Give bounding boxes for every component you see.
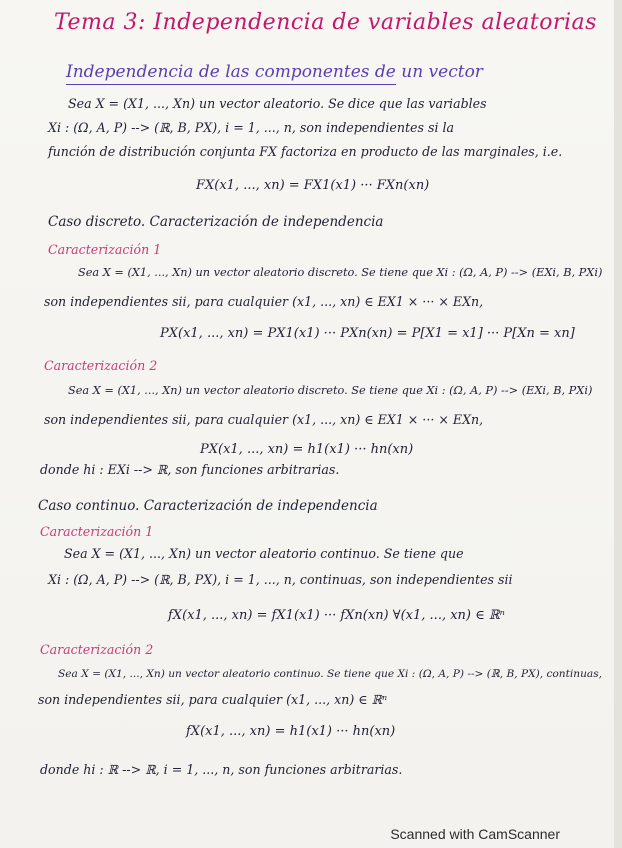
- continuous-heading: Caso continuo. Caracterización de independencia: [38, 498, 378, 514]
- discrete-c1-line-1: Sea X = (X1, ..., Xn) un vector aleatorio discreto. Se tiene que Xi : (Ω, A, P) --> (EXi, B, PXi): [78, 266, 603, 279]
- discrete-c1-line-2: son independientes sii, para cualquier (x1, ..., xn) ∈ EX1 × ··· × EXn,: [44, 294, 484, 309]
- intro-line-1: Sea X = (X1, ..., Xn) un vector aleatorio. Se dice que las variables: [68, 96, 487, 111]
- intro-line-3: función de distribución conjunta FX factoriza en producto de las marginales, i.e.: [48, 144, 563, 159]
- discrete-heading: Caso discreto. Caracterización de independencia: [48, 214, 384, 230]
- discrete-c2-where: donde hi : EXi --> ℝ, son funciones arbitrarias.: [40, 462, 340, 477]
- intro-line-2: Xi : (Ω, A, P) --> (ℝ, B, PX), i = 1, ..., n, son independientes si la: [48, 120, 455, 135]
- intro-formula: FX(x1, ..., xn) = FX1(x1) ··· FXn(xn): [196, 178, 430, 193]
- discrete-c1-formula: PX(x1, ..., xn) = PX1(x1) ··· PXn(xn) = P[X1 = x1] ··· P[Xn = xn]: [160, 326, 575, 341]
- continuous-c1-label: Caracterización 1: [40, 524, 154, 539]
- scan-edge-shadow: [614, 0, 622, 848]
- discrete-c2-line-1: Sea X = (X1, ..., Xn) un vector aleatorio discreto. Se tiene que Xi : (Ω, A, P) --> (EXi, B, PXi): [68, 384, 593, 397]
- continuous-c1-formula: fX(x1, ..., xn) = fX1(x1) ··· fXn(xn) ∀(x1, ..., xn) ∈ ℝⁿ: [168, 608, 505, 623]
- discrete-c1-label: Caracterización 1: [48, 242, 162, 257]
- discrete-c2-label: Caracterización 2: [44, 358, 158, 373]
- continuous-c2-where: donde hi : ℝ --> ℝ, i = 1, ..., n, son funciones arbitrarias.: [40, 762, 403, 777]
- continuous-c2-label: Caracterización 2: [40, 642, 154, 657]
- continuous-c2-formula: fX(x1, ..., xn) = h1(x1) ··· hn(xn): [186, 724, 396, 739]
- continuous-c2-line-1: Sea X = (X1, ..., Xn) un vector aleatorio continuo. Se tiene que Xi : (Ω, A, P) --> (ℝ, B, PX), continuas,: [58, 668, 603, 680]
- continuous-c1-line-2: Xi : (Ω, A, P) --> (ℝ, B, PX), i = 1, ..., n, continuas, son independientes sii: [48, 572, 513, 587]
- discrete-c2-line-2: son independientes sii, para cualquier (x1, ..., xn) ∈ EX1 × ··· × EXn,: [44, 412, 484, 427]
- section-underline: [66, 84, 396, 85]
- scanner-watermark: Scanned with CamScanner: [390, 826, 560, 842]
- continuous-c2-line-2: son independientes sii, para cualquier (x1, ..., xn) ∈ ℝⁿ: [38, 692, 388, 707]
- continuous-c1-line-1: Sea X = (X1, ..., Xn) un vector aleatorio continuo. Se tiene que: [64, 546, 464, 561]
- section-heading: Independencia de las componentes de un vector: [66, 62, 483, 82]
- page-title: Tema 3: Independencia de variables aleatorias: [54, 10, 597, 35]
- discrete-c2-formula: PX(x1, ..., xn) = h1(x1) ··· hn(xn): [200, 442, 414, 457]
